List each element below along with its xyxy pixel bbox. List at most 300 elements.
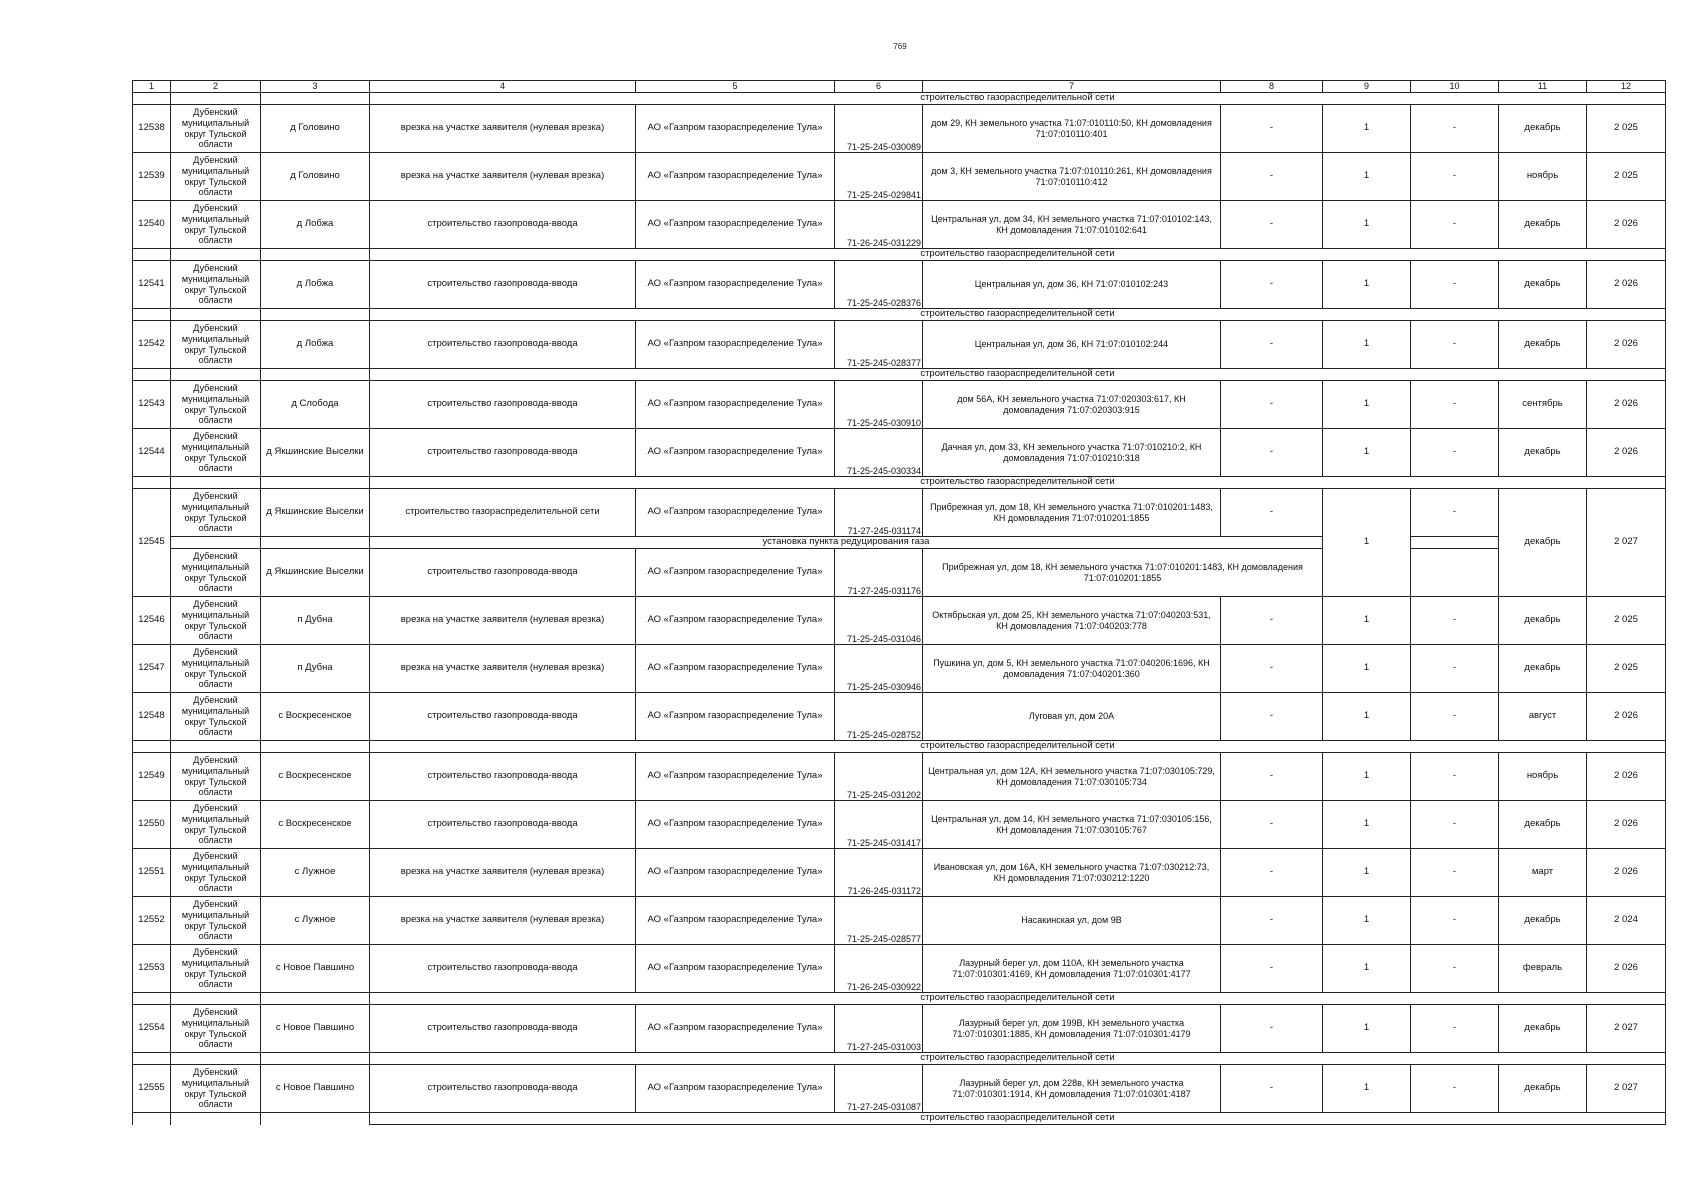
note-spacer xyxy=(133,1053,171,1065)
month-cell: декабрь xyxy=(1499,897,1587,945)
district-cell: Дубенский муниципальный округ Тульской области xyxy=(171,489,261,537)
row-number: 12554 xyxy=(133,1005,171,1053)
address-cell: дом 3, КН земельного участка 71:07:010110:261, КН домовладения 71:07:010110:412 xyxy=(923,153,1221,201)
table-row xyxy=(133,801,1666,849)
application-code-cell: 71-25-245-031046 xyxy=(835,597,923,645)
section-note: строительство газораспределительной сети xyxy=(370,1053,1666,1065)
organization-cell: АО «Газпром газораспределение Тула» xyxy=(636,1065,835,1113)
gas-connection-table xyxy=(132,80,1666,1125)
col9-cell: 1 xyxy=(1323,801,1411,849)
row-number: 12538 xyxy=(133,105,171,153)
work-type-cell: врезка на участке заявителя (нулевая врезка) xyxy=(370,897,636,945)
locality-cell: д Лобжа xyxy=(261,201,370,249)
address-cell: Центральная ул, дом 34, КН земельного участка 71:07:010102:143, КН домовладения 71:07:010102:641 xyxy=(923,201,1221,249)
district-cell: Дубенский муниципальный округ Тульской области xyxy=(171,153,261,201)
note-spacer xyxy=(261,309,370,321)
organization-cell: АО «Газпром газораспределение Тула» xyxy=(636,645,835,693)
locality-cell: с Воскресенское xyxy=(261,693,370,741)
month-cell: декабрь xyxy=(1499,105,1587,153)
col8-cell: - xyxy=(1221,1005,1323,1053)
locality-cell: п Дубна xyxy=(261,645,370,693)
row-number: 12552 xyxy=(133,897,171,945)
month-cell: ноябрь xyxy=(1499,753,1587,801)
year-cell: 2 026 xyxy=(1587,201,1666,249)
note-spacer xyxy=(261,1113,370,1125)
table-row xyxy=(133,105,1666,153)
organization-cell: АО «Газпром газораспределение Тула» xyxy=(636,489,835,537)
note-spacer xyxy=(261,537,370,549)
address-cell: Центральная ул, дом 36, КН 71:07:010102:244 xyxy=(923,321,1221,369)
application-code-cell: 71-25-245-030910 xyxy=(835,381,923,429)
work-type-cell: строительство газопровода-ввода xyxy=(370,1065,636,1113)
table-row xyxy=(133,753,1666,801)
row-number: 12542 xyxy=(133,321,171,369)
section-note-row xyxy=(133,93,1666,105)
note-spacer xyxy=(171,741,261,753)
application-code-cell: 71-27-245-031176 xyxy=(835,549,923,597)
column-header: 7 xyxy=(923,81,1221,93)
row-number: 12555 xyxy=(133,1065,171,1113)
col8-cell: - xyxy=(1221,753,1323,801)
locality-cell: п Дубна xyxy=(261,597,370,645)
table-row xyxy=(133,1065,1666,1113)
address-cell: Ивановская ул, дом 16А, КН земельного участка 71:07:030212:73, КН домовладения 71:07:030212:1220 xyxy=(923,849,1221,897)
work-type-cell: строительство газопровода-ввода xyxy=(370,549,636,597)
note-spacer xyxy=(1411,537,1499,549)
row-number: 12543 xyxy=(133,381,171,429)
locality-cell: д Головино xyxy=(261,105,370,153)
column-header-row xyxy=(133,81,1666,93)
work-type-cell: врезка на участке заявителя (нулевая врезка) xyxy=(370,645,636,693)
application-code-cell: 71-26-245-031172 xyxy=(835,849,923,897)
month-cell: август xyxy=(1499,693,1587,741)
application-code-cell: 71-27-245-031174 xyxy=(835,489,923,537)
col9-cell: 1 xyxy=(1323,645,1411,693)
application-code-cell: 71-25-245-028376 xyxy=(835,261,923,309)
column-header: 12 xyxy=(1587,81,1666,93)
application-code-cell: 71-25-245-028377 xyxy=(835,321,923,369)
month-cell: декабрь xyxy=(1499,1065,1587,1113)
row-number: 12549 xyxy=(133,753,171,801)
section-note: строительство газораспределительной сети xyxy=(370,993,1666,1005)
table-row xyxy=(133,321,1666,369)
column-header: 11 xyxy=(1499,81,1587,93)
year-cell: 2 026 xyxy=(1587,321,1666,369)
work-type-cell: строительство газопровода-ввода xyxy=(370,1005,636,1053)
year-cell: 2 026 xyxy=(1587,945,1666,993)
work-type-cell: врезка на участке заявителя (нулевая врезка) xyxy=(370,849,636,897)
year-cell: 2 024 xyxy=(1587,897,1666,945)
locality-cell: д Якшинские Выселки xyxy=(261,549,370,597)
address-cell: Лазурный берег ул, дом 110А, КН земельного участка 71:07:010301:4169, КН домовладения 71:07:010301:4177 xyxy=(923,945,1221,993)
year-cell: 2 026 xyxy=(1587,429,1666,477)
table-row xyxy=(133,261,1666,309)
col9-cell: 1 xyxy=(1323,753,1411,801)
col10-cell: - xyxy=(1411,489,1499,537)
col8-cell: - xyxy=(1221,153,1323,201)
application-code-cell: 71-25-245-031202 xyxy=(835,753,923,801)
col10-cell: - xyxy=(1411,645,1499,693)
district-cell: Дубенский муниципальный округ Тульской области xyxy=(171,897,261,945)
col10-cell: - xyxy=(1411,1065,1499,1113)
col8-cell: - xyxy=(1221,1065,1323,1113)
table-row xyxy=(133,489,1666,537)
application-code-cell: 71-25-245-028577 xyxy=(835,897,923,945)
note-spacer xyxy=(171,93,261,105)
note-spacer xyxy=(133,249,171,261)
col8-cell: - xyxy=(1221,261,1323,309)
note-spacer xyxy=(171,309,261,321)
table-row xyxy=(133,645,1666,693)
organization-cell: АО «Газпром газораспределение Тула» xyxy=(636,1005,835,1053)
organization-cell: АО «Газпром газораспределение Тула» xyxy=(636,153,835,201)
column-header: 8 xyxy=(1221,81,1323,93)
note-spacer xyxy=(171,1113,261,1125)
application-code-cell: 71-25-245-030334 xyxy=(835,429,923,477)
column-header: 1 xyxy=(133,81,171,93)
organization-cell: АО «Газпром газораспределение Тула» xyxy=(636,381,835,429)
work-type-cell: врезка на участке заявителя (нулевая врезка) xyxy=(370,153,636,201)
note-spacer xyxy=(171,249,261,261)
month-cell: декабрь xyxy=(1499,801,1587,849)
address-cell: Прибрежная ул, дом 18, КН земельного участка 71:07:010201:1483, КН домовладения 71:07:010201:1855 xyxy=(923,489,1221,537)
locality-cell: д Слобода xyxy=(261,381,370,429)
address-cell: Лазурный берег ул, дом 199В, КН земельного участка 71:07:010301:1885, КН домовладения 71:07:010301:4179 xyxy=(923,1005,1221,1053)
district-cell: Дубенский муниципальный округ Тульской области xyxy=(171,321,261,369)
application-code-cell: 71-25-245-028752 xyxy=(835,693,923,741)
section-note: установка пункта редуцирования газа xyxy=(370,537,1323,549)
month-cell: декабрь xyxy=(1499,429,1587,477)
month-cell: декабрь xyxy=(1499,597,1587,645)
col9-cell: 1 xyxy=(1323,1005,1411,1053)
application-code-cell: 71-25-245-030089 xyxy=(835,105,923,153)
section-note-row xyxy=(133,309,1666,321)
col10-cell: - xyxy=(1411,753,1499,801)
section-note: строительство газораспределительной сети xyxy=(370,1113,1666,1125)
work-type-cell: строительство газопровода-ввода xyxy=(370,381,636,429)
note-spacer xyxy=(261,369,370,381)
year-cell: 2 025 xyxy=(1587,645,1666,693)
application-code-cell: 71-26-245-030922 xyxy=(835,945,923,993)
locality-cell: д Лобжа xyxy=(261,321,370,369)
district-cell: Дубенский муниципальный округ Тульской области xyxy=(171,945,261,993)
col10-cell: - xyxy=(1411,381,1499,429)
col8-cell: - xyxy=(1221,321,1323,369)
col10-cell: - xyxy=(1411,849,1499,897)
section-note: строительство газораспределительной сети xyxy=(370,309,1666,321)
address-cell: Прибрежная ул, дом 18, КН земельного участка 71:07:010201:1483, КН домовладения 71:07:010201:1855 xyxy=(923,549,1323,597)
col9-cell: 1 xyxy=(1323,849,1411,897)
table-row xyxy=(133,201,1666,249)
address-cell: дом 56А, КН земельного участка 71:07:020303:617, КН домовладения 71:07:020303:915 xyxy=(923,381,1221,429)
col9-cell: 1 xyxy=(1323,105,1411,153)
row-number: 12539 xyxy=(133,153,171,201)
column-header: 9 xyxy=(1323,81,1411,93)
col8-cell: - xyxy=(1221,849,1323,897)
work-type-cell: строительство газопровода-ввода xyxy=(370,201,636,249)
col10-cell xyxy=(1411,549,1499,597)
row-number: 12541 xyxy=(133,261,171,309)
note-spacer xyxy=(261,993,370,1005)
district-cell: Дубенский муниципальный округ Тульской области xyxy=(171,849,261,897)
work-type-cell: строительство газопровода-ввода xyxy=(370,321,636,369)
section-note: строительство газораспределительной сети xyxy=(370,369,1666,381)
row-number: 12546 xyxy=(133,597,171,645)
col9-cell: 1 xyxy=(1323,945,1411,993)
section-note-row xyxy=(133,1053,1666,1065)
col9-cell: 1 xyxy=(1323,201,1411,249)
address-cell: Центральная ул, дом 36, КН 71:07:010102:243 xyxy=(923,261,1221,309)
col8-cell: - xyxy=(1221,645,1323,693)
year-cell: 2 025 xyxy=(1587,597,1666,645)
organization-cell: АО «Газпром газораспределение Тула» xyxy=(636,753,835,801)
section-note: строительство газораспределительной сети xyxy=(370,477,1666,489)
column-header: 2 xyxy=(171,81,261,93)
note-spacer xyxy=(133,369,171,381)
note-spacer xyxy=(133,93,171,105)
col10-cell: - xyxy=(1411,261,1499,309)
section-note-row xyxy=(133,369,1666,381)
organization-cell: АО «Газпром газораспределение Тула» xyxy=(636,321,835,369)
district-cell: Дубенский муниципальный округ Тульской области xyxy=(171,753,261,801)
table-row xyxy=(133,945,1666,993)
month-cell: март xyxy=(1499,849,1587,897)
application-code-cell: 71-25-245-031417 xyxy=(835,801,923,849)
col9-cell: 1 xyxy=(1323,153,1411,201)
locality-cell: с Воскресенское xyxy=(261,801,370,849)
address-cell: Центральная ул, дом 12А, КН земельного участка 71:07:030105:729, КН домовладения 71:07:030105:734 xyxy=(923,753,1221,801)
work-type-cell: строительство газопровода-ввода xyxy=(370,261,636,309)
note-spacer xyxy=(133,309,171,321)
district-cell: Дубенский муниципальный округ Тульской области xyxy=(171,1005,261,1053)
col8-cell: - xyxy=(1221,105,1323,153)
row-number: 12547 xyxy=(133,645,171,693)
col10-cell: - xyxy=(1411,945,1499,993)
section-note: строительство газораспределительной сети xyxy=(370,741,1666,753)
month-cell: декабрь xyxy=(1499,645,1587,693)
section-note: строительство газораспределительной сети xyxy=(370,93,1666,105)
section-note: строительство газораспределительной сети xyxy=(370,249,1666,261)
locality-cell: с Воскресенское xyxy=(261,753,370,801)
month-cell: декабрь xyxy=(1499,1005,1587,1053)
section-note-row xyxy=(133,477,1666,489)
application-code-cell: 71-25-245-029841 xyxy=(835,153,923,201)
col8-cell: - xyxy=(1221,801,1323,849)
work-type-cell: строительство газопровода-ввода xyxy=(370,801,636,849)
note-spacer xyxy=(171,369,261,381)
note-spacer xyxy=(171,993,261,1005)
col10-cell: - xyxy=(1411,693,1499,741)
col8-cell: - xyxy=(1221,693,1323,741)
work-type-cell: врезка на участке заявителя (нулевая врезка) xyxy=(370,105,636,153)
work-type-cell: строительство газопровода-ввода xyxy=(370,753,636,801)
section-note-row xyxy=(133,249,1666,261)
application-code-cell: 71-26-245-031229 xyxy=(835,201,923,249)
year-cell: 2 026 xyxy=(1587,261,1666,309)
address-cell: Лазурный берег ул, дом 228в, КН земельного участка 71:07:010301:1914, КН домовладения 71:07:010301:4187 xyxy=(923,1065,1221,1113)
organization-cell: АО «Газпром газораспределение Тула» xyxy=(636,549,835,597)
col9-cell: 1 xyxy=(1323,429,1411,477)
table-row xyxy=(133,1005,1666,1053)
locality-cell: д Якшинские Выселки xyxy=(261,429,370,477)
locality-cell: д Якшинские Выселки xyxy=(261,489,370,537)
col8-cell: - xyxy=(1221,945,1323,993)
work-type-cell: строительство газопровода-ввода xyxy=(370,693,636,741)
col9-cell: 1 xyxy=(1323,597,1411,645)
locality-cell: с Лужное xyxy=(261,897,370,945)
month-cell: декабрь xyxy=(1499,261,1587,309)
table-row xyxy=(133,849,1666,897)
note-spacer xyxy=(261,477,370,489)
section-note-row xyxy=(133,1113,1666,1125)
year-cell: 2 026 xyxy=(1587,381,1666,429)
locality-cell: с Новое Павшино xyxy=(261,1005,370,1053)
year-cell: 2 026 xyxy=(1587,849,1666,897)
section-note-row xyxy=(133,537,1666,549)
year-cell: 2 026 xyxy=(1587,801,1666,849)
column-header: 4 xyxy=(370,81,636,93)
col9-cell: 1 xyxy=(1323,897,1411,945)
note-spacer xyxy=(171,1053,261,1065)
col9-cell: 1 xyxy=(1323,693,1411,741)
district-cell: Дубенский муниципальный округ Тульской области xyxy=(171,693,261,741)
month-cell: декабрь xyxy=(1499,489,1587,597)
year-cell: 2 027 xyxy=(1587,1005,1666,1053)
district-cell: Дубенский муниципальный округ Тульской области xyxy=(171,549,261,597)
section-note-row xyxy=(133,993,1666,1005)
column-header: 3 xyxy=(261,81,370,93)
table-row xyxy=(133,897,1666,945)
month-cell: февраль xyxy=(1499,945,1587,993)
district-cell: Дубенский муниципальный округ Тульской области xyxy=(171,597,261,645)
locality-cell: с Лужное xyxy=(261,849,370,897)
organization-cell: АО «Газпром газораспределение Тула» xyxy=(636,261,835,309)
note-spacer xyxy=(261,249,370,261)
month-cell: декабрь xyxy=(1499,321,1587,369)
row-number: 12550 xyxy=(133,801,171,849)
locality-cell: д Головино xyxy=(261,153,370,201)
note-spacer xyxy=(261,1053,370,1065)
page-number: 769 xyxy=(893,42,907,51)
note-spacer xyxy=(133,993,171,1005)
col10-cell: - xyxy=(1411,801,1499,849)
col10-cell: - xyxy=(1411,153,1499,201)
col8-cell: - xyxy=(1221,201,1323,249)
organization-cell: АО «Газпром газораспределение Тула» xyxy=(636,105,835,153)
table-row xyxy=(133,153,1666,201)
month-cell: сентябрь xyxy=(1499,381,1587,429)
column-header: 6 xyxy=(835,81,923,93)
year-cell: 2 025 xyxy=(1587,153,1666,201)
table-row xyxy=(133,549,1666,597)
address-cell: Насакинская ул, дом 9В xyxy=(923,897,1221,945)
address-cell: Октябрьская ул, дом 25, КН земельного участка 71:07:040203:531, КН домовладения 71:07:040203:778 xyxy=(923,597,1221,645)
col8-cell: - xyxy=(1221,597,1323,645)
note-spacer xyxy=(261,741,370,753)
col8-cell: - xyxy=(1221,381,1323,429)
row-number: 12540 xyxy=(133,201,171,249)
col10-cell: - xyxy=(1411,1005,1499,1053)
note-spacer xyxy=(171,477,261,489)
district-cell: Дубенский муниципальный округ Тульской области xyxy=(171,381,261,429)
locality-cell: с Новое Павшино xyxy=(261,1065,370,1113)
row-number: 12551 xyxy=(133,849,171,897)
year-cell: 2 026 xyxy=(1587,693,1666,741)
work-type-cell: строительство газопровода-ввода xyxy=(370,429,636,477)
note-spacer xyxy=(133,1113,171,1125)
col9-cell: 1 xyxy=(1323,489,1411,597)
address-cell: Дачная ул, дом 33, КН земельного участка 71:07:010210:2, КН домовладения 71:07:010210:318 xyxy=(923,429,1221,477)
year-cell: 2 027 xyxy=(1587,1065,1666,1113)
organization-cell: АО «Газпром газораспределение Тула» xyxy=(636,801,835,849)
col10-cell: - xyxy=(1411,105,1499,153)
year-cell: 2 026 xyxy=(1587,753,1666,801)
organization-cell: АО «Газпром газораспределение Тула» xyxy=(636,429,835,477)
note-spacer xyxy=(261,93,370,105)
section-note-row xyxy=(133,741,1666,753)
locality-cell: с Новое Павшино xyxy=(261,945,370,993)
district-cell: Дубенский муниципальный округ Тульской области xyxy=(171,801,261,849)
address-cell: дом 29, КН земельного участка 71:07:010110:50, КН домовладения 71:07:010110:401 xyxy=(923,105,1221,153)
row-number: 12545 xyxy=(133,489,171,597)
application-code-cell: 71-27-245-031003 xyxy=(835,1005,923,1053)
organization-cell: АО «Газпром газораспределение Тула» xyxy=(636,849,835,897)
col9-cell: 1 xyxy=(1323,261,1411,309)
month-cell: декабрь xyxy=(1499,201,1587,249)
col9-cell: 1 xyxy=(1323,321,1411,369)
row-number: 12548 xyxy=(133,693,171,741)
col8-cell: - xyxy=(1221,429,1323,477)
district-cell: Дубенский муниципальный округ Тульской области xyxy=(171,261,261,309)
col8-cell: - xyxy=(1221,897,1323,945)
address-cell: Луговая ул, дом 20А xyxy=(923,693,1221,741)
table-row xyxy=(133,693,1666,741)
district-cell: Дубенский муниципальный округ Тульской области xyxy=(171,429,261,477)
note-spacer xyxy=(133,741,171,753)
district-cell: Дубенский муниципальный округ Тульской области xyxy=(171,201,261,249)
row-number: 12544 xyxy=(133,429,171,477)
organization-cell: АО «Газпром газораспределение Тула» xyxy=(636,201,835,249)
col8-cell: - xyxy=(1221,489,1323,537)
work-type-cell: врезка на участке заявителя (нулевая врезка) xyxy=(370,597,636,645)
col9-cell: 1 xyxy=(1323,381,1411,429)
table-row xyxy=(133,381,1666,429)
work-type-cell: строительство газопровода-ввода xyxy=(370,945,636,993)
col9-cell: 1 xyxy=(1323,1065,1411,1113)
note-spacer xyxy=(133,477,171,489)
row-number: 12553 xyxy=(133,945,171,993)
col10-cell: - xyxy=(1411,201,1499,249)
organization-cell: АО «Газпром газораспределение Тула» xyxy=(636,597,835,645)
col10-cell: - xyxy=(1411,897,1499,945)
application-code-cell: 71-27-245-031087 xyxy=(835,1065,923,1113)
column-header: 10 xyxy=(1411,81,1499,93)
col10-cell: - xyxy=(1411,321,1499,369)
col10-cell: - xyxy=(1411,597,1499,645)
address-cell: Центральная ул, дом 14, КН земельного участка 71:07:030105:156, КН домовладения 71:07:030105:767 xyxy=(923,801,1221,849)
table-row xyxy=(133,597,1666,645)
year-cell: 2 025 xyxy=(1587,105,1666,153)
locality-cell: д Лобжа xyxy=(261,261,370,309)
year-cell: 2 027 xyxy=(1587,489,1666,597)
col10-cell: - xyxy=(1411,429,1499,477)
address-cell: Пушкина ул, дом 5, КН земельного участка 71:07:040206:1696, КН домовладения 71:07:040201:360 xyxy=(923,645,1221,693)
work-type-cell: строительство газораспределительной сети xyxy=(370,489,636,537)
district-cell: Дубенский муниципальный округ Тульской области xyxy=(171,645,261,693)
district-cell: Дубенский муниципальный округ Тульской области xyxy=(171,1065,261,1113)
organization-cell: АО «Газпром газораспределение Тула» xyxy=(636,897,835,945)
month-cell: ноябрь xyxy=(1499,153,1587,201)
